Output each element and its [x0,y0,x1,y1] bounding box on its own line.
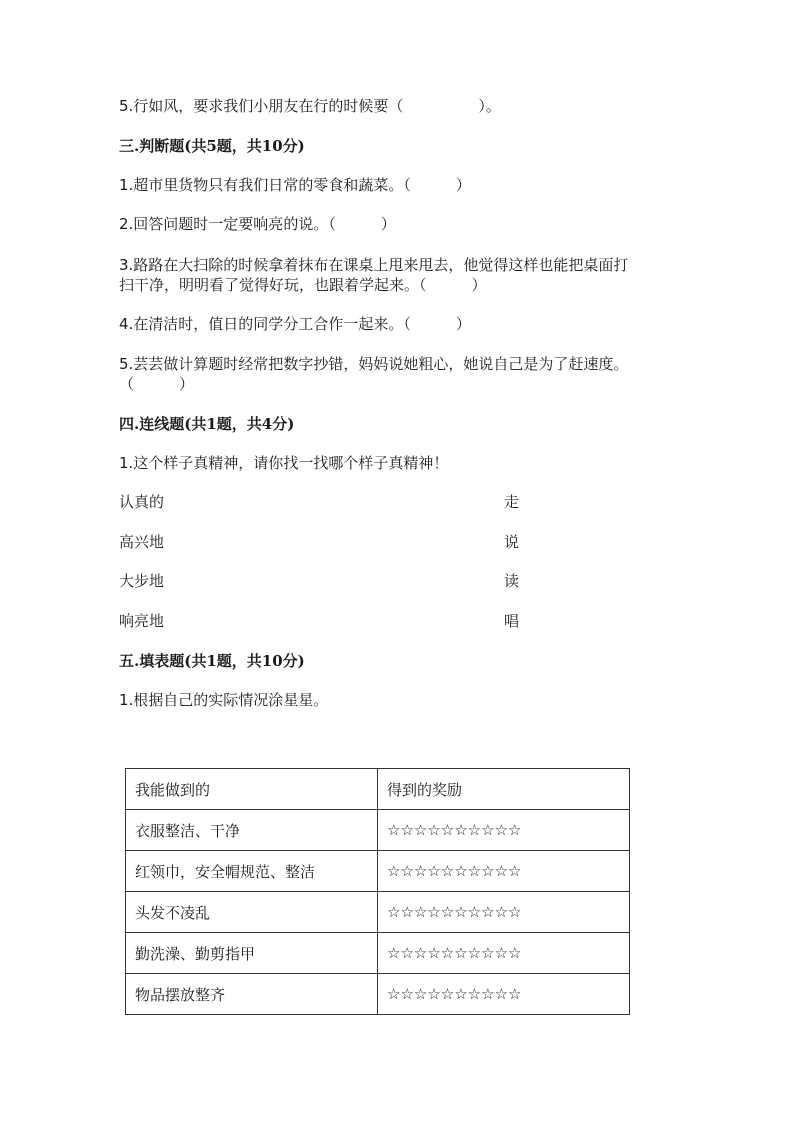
question-2-5: 5.行如风，要求我们小朋友在行的时候要（ ）。 [119,97,501,115]
section-5-heading: 五.填表题(共1题，共10分) [119,652,305,670]
question-3-5-line2: （ ） [119,375,195,393]
table-row [126,892,630,933]
section-3-heading: 三.判断题(共5题，共10分) [119,137,305,155]
table-row [126,810,630,851]
star-rating-table [125,768,630,1015]
question-4-1: 1.这个样子真精神，请你找一找哪个样子真精神！ [119,454,449,472]
table-row [126,851,630,892]
question-3-2: 2.回答问题时一定要响亮的说。（ ） [119,215,396,233]
match-left-item[interactable]: 高兴地 [119,533,165,551]
table-row [126,933,630,974]
match-right-item[interactable]: 走 [504,493,520,511]
table-cell-item: 衣服整洁、干净 [126,810,378,851]
question-3-3-line2: 扫干净，明明看了觉得好玩，也跟着学起来。（ ） [119,276,487,294]
star-cell[interactable]: ☆☆☆☆☆☆☆☆☆☆ [378,974,630,1015]
table-header-cell: 得到的奖励 [378,769,630,810]
match-right-item[interactable]: 说 [504,533,520,551]
match-left-item[interactable]: 大步地 [119,572,165,590]
match-right-item[interactable]: 唱 [504,612,520,630]
question-5-1: 1.根据自己的实际情况涂星星。 [119,691,329,709]
question-3-1: 1.超市里货物只有我们日常的零食和蔬菜。（ ） [119,176,471,194]
question-3-4: 4.在清洁时，值日的同学分工合作一起来。（ ） [119,315,471,333]
match-left-item[interactable]: 响亮地 [119,612,165,630]
table-cell-item: 物品摆放整齐 [126,974,378,1015]
table-row [126,974,630,1015]
question-3-3-line1: 3.路路在大扫除的时候拿着抹布在课桌上甩来甩去，他觉得这样也能把桌面打 [119,256,629,274]
table-header-cell: 我能做到的 [126,769,378,810]
table-header-row [126,769,630,810]
section-4-heading: 四.连线题(共1题，共4分) [119,415,295,433]
star-cell[interactable]: ☆☆☆☆☆☆☆☆☆☆ [378,851,630,892]
question-3-5-line1: 5.芸芸做计算题时经常把数字抄错，妈妈说她粗心，她说自己是为了赶速度。 [119,355,629,373]
table-cell-item: 头发不凌乱 [126,892,378,933]
star-cell[interactable]: ☆☆☆☆☆☆☆☆☆☆ [378,933,630,974]
table-cell-item: 红领巾，安全帽规范、整洁 [126,851,378,892]
star-cell[interactable]: ☆☆☆☆☆☆☆☆☆☆ [378,892,630,933]
table-cell-item: 勤洗澡、勤剪指甲 [126,933,378,974]
match-right-item[interactable]: 读 [504,572,520,590]
star-cell[interactable]: ☆☆☆☆☆☆☆☆☆☆ [378,810,630,851]
match-left-item[interactable]: 认真的 [119,493,165,511]
